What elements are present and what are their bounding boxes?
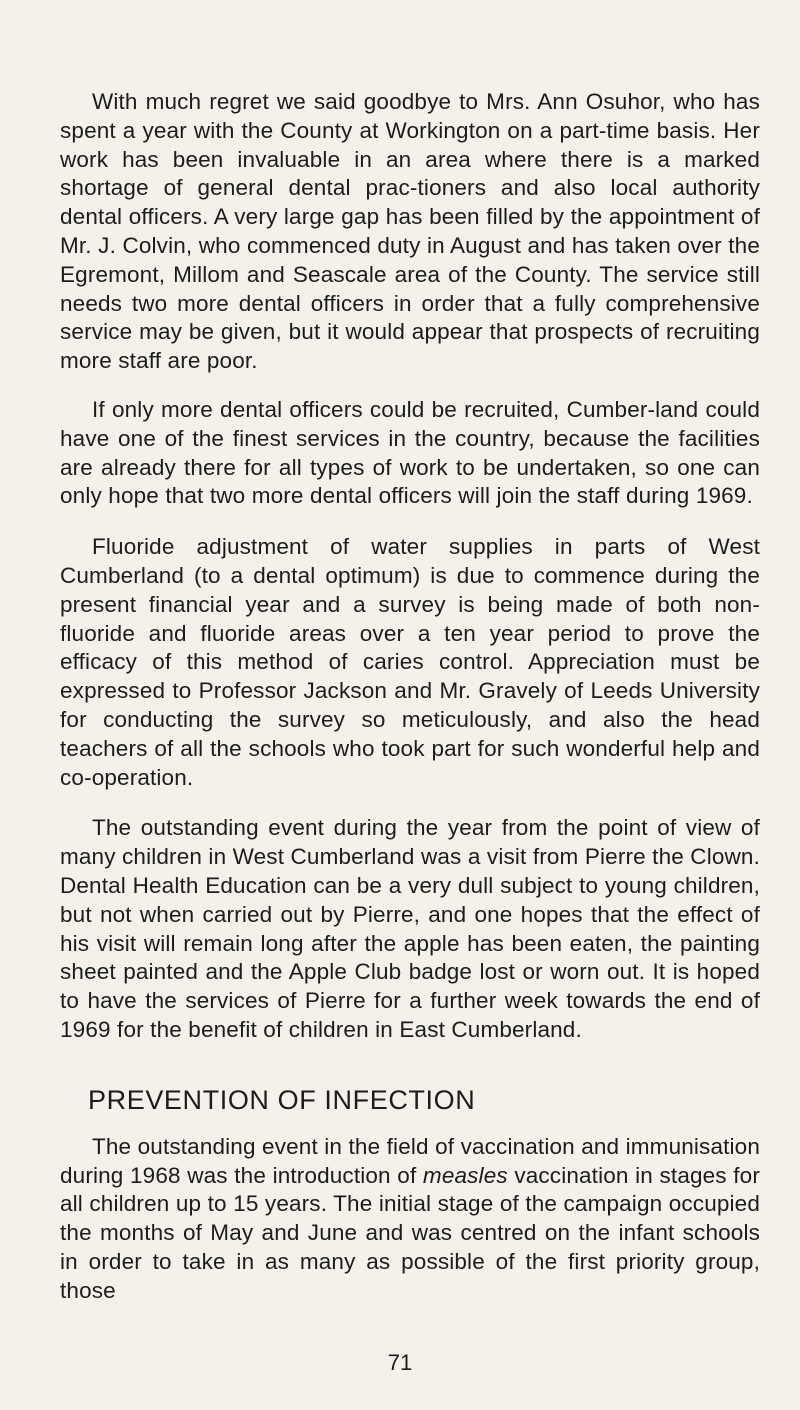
paragraph-pierre-the-clown: The outstanding event during the year from the point of view of many children in West Cumberland was a visit from Pierre the Clown. Dental Health Education can be a very dull subject to young children, but not when carried out by Pierre, and one hopes that the effect of his visit will remain long after the apple has been eaten, the painting sheet painted and the Apple Club badge lost or worn out. It is hoped to have the services of Pierre for a further week towards the end of 1969 for the benefit of children in East Cumberland.	[60, 815, 760, 1042]
vaccination-text-end: vaccination in stages for all children up to 15 years. The initial stage of the campaign occupied the months of May and June and was centred on the infant schools in order to take in as many as possible of the first priority group, those	[60, 1162, 760, 1303]
page-number: 71	[387, 1350, 413, 1375]
vaccination-text-start: The outstanding event in the field of vaccination and immunisation during 1968 was the introduction of	[60, 1133, 760, 1188]
paragraph-vaccination	[60, 1133, 760, 1306]
measles-emphasis: measles	[422, 1162, 508, 1188]
paragraph-dental-staff: With much regret we said goodbye to Mrs. Ann Osuhor, who has spent a year with the County at Workington on a part-time basis. Her work has been invaluable in an area where there is a marked shortage of general dental prac-tioners and also local authority dental officers. A very large gap has been filled by the appointment of Mr. J. Colvin, who commenced duty in August and has taken over the Egremont, Millom and Seascale area of the County. The service still needs two more dental officers in order that a fully comprehensive service may be given, but it would appear that prospects of recruiting more staff are poor.	[60, 89, 760, 374]
paragraph-fluoride: Fluoride adjustment of water supplies in parts of West Cumberland (to a dental optimum) is due to commence during the present financial year and a survey is being made of both non-fluoride and fluoride areas over a ten year period to prove the efficacy of this method of caries control. Appreciation must be expressed to Professor Jackson and Mr. Gravely of Leeds University for conducting the survey so meticulously, and also the head teachers of all the schools who took part for such wonderful help and co-operation.	[60, 534, 760, 790]
paragraph-recruitment: If only more dental officers could be recruited, Cumber-land could have one of the finest services in the country, because the facilities are already there for all types of work to be undertaken, so one can only hope that two more dental officers will join the staff during 1969.	[60, 396, 760, 509]
section-heading: PREVENTION OF INFECTION	[88, 1084, 476, 1115]
document-page	[60, 88, 760, 1305]
